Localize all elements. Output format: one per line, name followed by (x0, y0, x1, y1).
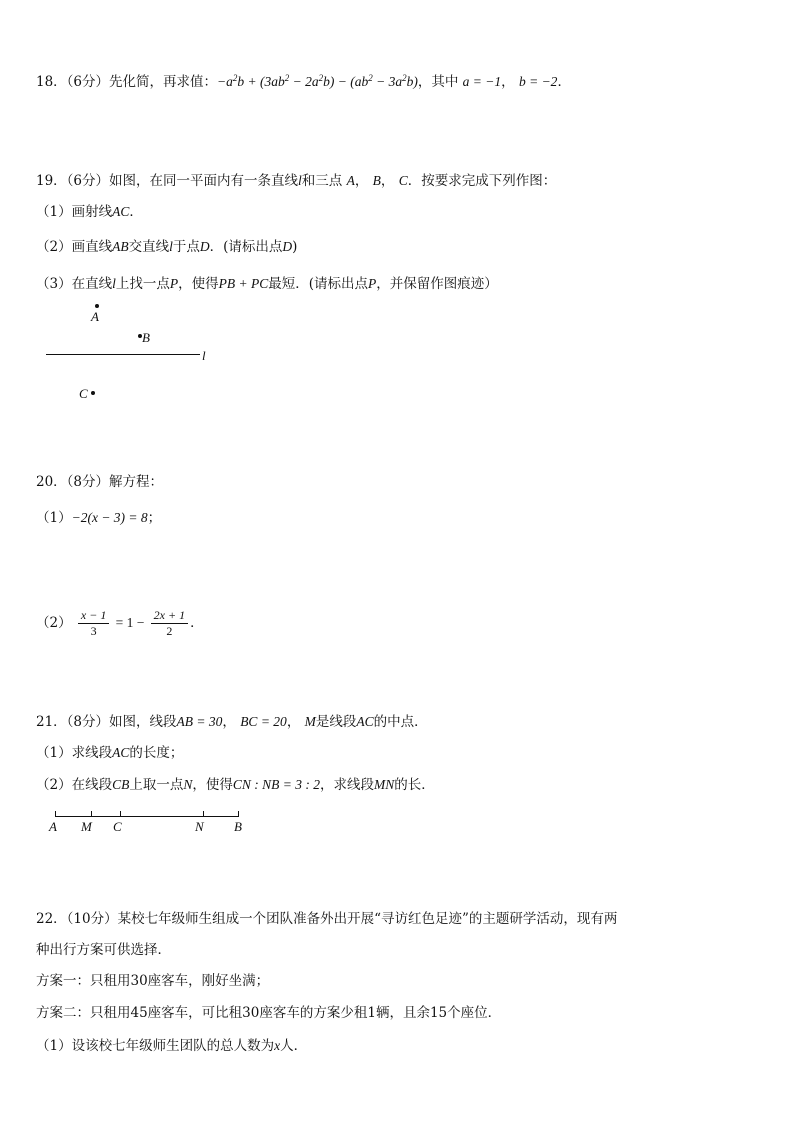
q22-plan1: 方案一：只租用30座客车，刚好坐满； (36, 973, 270, 989)
q19-part1: （1）画射线AC． (36, 204, 143, 220)
q19-part2: （2）画直线AB交直线l于点D．(请标出点D) (36, 239, 298, 255)
q19-figure (0, 0, 794, 420)
q19-part3: （3）在直线l上找一点P，使得PB + PC最短．(请标出点P，并保留作图痕迹） (36, 276, 498, 292)
point-a-label: A (91, 309, 99, 324)
q20-part2: （2） $\frac{x - 1}{3}$ = 1 − $\frac{2x + 1}{2}$ ． (36, 608, 204, 638)
point-c-label: C (79, 386, 88, 401)
q22-line1: 22．（10分）某校七年级师生组成一个团队准备外出开展“寻访红色足迹”的主题研学活动，现有两 (36, 911, 618, 927)
fraction-2: $\frac{2x + 1}{2}$ (151, 608, 188, 639)
label-a: A (49, 819, 57, 834)
point-c-dot (91, 391, 95, 395)
label-n: N (195, 819, 204, 834)
q21-stem: 21．（8分）如图，线段AB = 30， BC = 20， M是线段AC的中点． (36, 714, 428, 730)
q21-figure (0, 800, 794, 840)
q20-stem: 20．（8分）解方程： (36, 474, 164, 490)
q21-part2: （2）在线段CB上取一点N，使得CN : NB = 3 : 2，求线段MN的长． (36, 777, 435, 793)
q19-stem: 19．（6分）如图，在同一平面内有一条直线l和三点 A， B， C．按要求完成下列作图： (36, 173, 557, 189)
fraction-1: $\frac{x - 1}{3}$ (78, 608, 109, 639)
label-m: M (81, 819, 92, 834)
point-a-dot (95, 304, 99, 308)
q22-line2: 种出行方案可供选择． (36, 942, 171, 958)
q21-part1: （1）求线段AC的长度； (36, 745, 184, 761)
q22-plan2: 方案二：只租用45座客车，可比租30座客车的方案少租1辆，且余15个座位． (36, 1005, 502, 1021)
label-b: B (234, 819, 242, 834)
line-l-label: l (202, 348, 206, 363)
q20-part1: （1）−2(x − 3) = 8； (36, 510, 162, 526)
q22-part1: （1）设该校七年级师生团队的总人数为x人． (36, 1038, 308, 1054)
label-c: C (113, 819, 122, 834)
q18-b-value: b = −2 (518, 74, 558, 89)
q18-expression: $-a^2b + (3ab^2 - 2a^2b) - (ab^2 - 3a^2b)$ (217, 73, 418, 89)
q18-a-value: a = −1 (462, 74, 502, 89)
q18-line: 18．（6分）先化简，再求值：$-a^2b + (3ab^2 - 2a^2b) - (ab^2 - 3a^2b)$，其中 a = −1， b = −2． (36, 73, 571, 90)
point-b-label: B (142, 330, 150, 345)
